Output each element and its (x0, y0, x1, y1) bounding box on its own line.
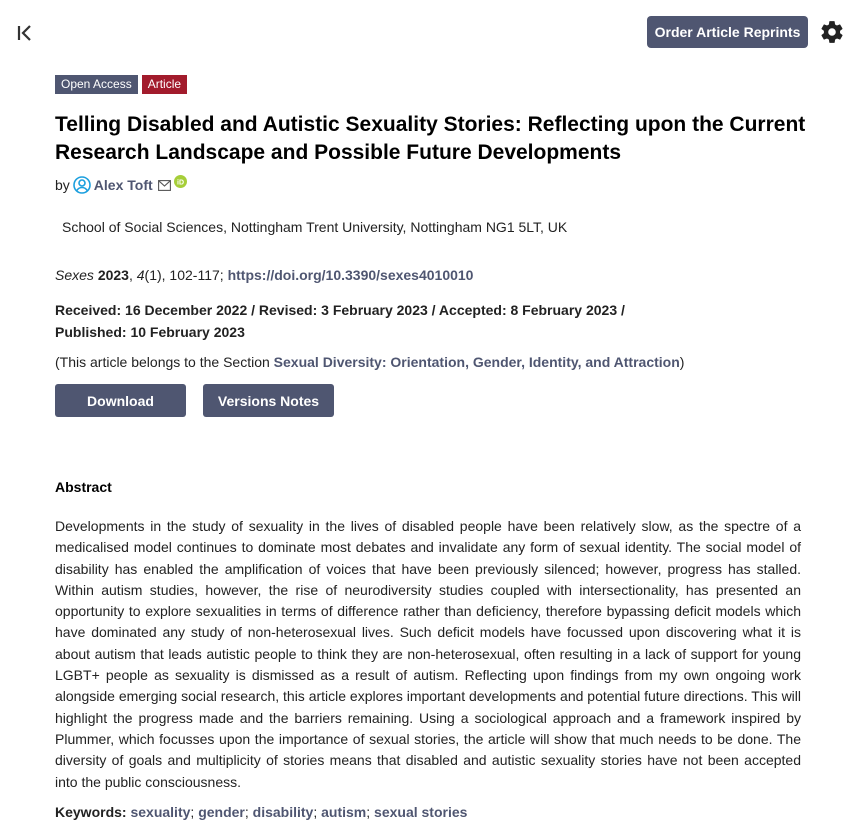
section-prefix: (This article belongs to the Section (55, 354, 274, 370)
keyword-link[interactable]: disability (252, 804, 314, 820)
keyword-separator: ; (244, 804, 253, 820)
abstract-text: Developments in the study of sexuality in the lives of disabled people have been relatively slow, as the spectre of a medicalised model continues to dominate most debates and invalidate any form of sexual identity. The social model of disability has enabled the amplification of voices that have been previously silenced; however, progress has stalled. Within autism studies, however, the rise of neurodiversity studies coupled with intersectionality, has presented an opportunity to explore sexualities in terms of difference rather than deficiency, therefore bypassing deficit models which have dominated any study of non-heterosexual lives. Such deficit models have focussed upon discovering what it is about autism that leads autistic people to think they are non-heterosexual, often resulting in a lack of support for young LGBT+ people as sexuality is dismissed as a result of autism. Reflecting upon findings from my own ongoing work alongside emerging social research, this article explores important developments and potential future directions. This will highlight the progress made and the barriers remaining. Using a sociological approach and a framework inspired by Plummer, which focusses upon the importance of sexual stories, the article will show that much needs to be done. The diversity of goals and multiplicity of stories means that disabled and autistic sexuality stories have not been accepted into the public consciousness. (55, 518, 802, 790)
gear-icon[interactable] (819, 19, 845, 45)
dates-line-1: Received: 16 December 2022 / Revised: 3 February 2023 / Accepted: 8 February 2023 / (55, 302, 625, 318)
citation-volume: 4 (136, 267, 145, 283)
keywords-label: Keywords: (55, 804, 127, 820)
section-note (55, 354, 684, 370)
keyword-link[interactable]: sexuality (130, 804, 191, 820)
keyword-link[interactable]: gender (198, 804, 245, 820)
citation-year: 2023 (97, 267, 129, 283)
keyword-separator: ; (190, 804, 199, 820)
keyword-separator: ; (366, 804, 375, 820)
comma-sep: , (128, 267, 137, 283)
open-access-badge: Open Access (55, 75, 138, 94)
user-circle-icon (73, 176, 91, 194)
keywords (55, 804, 467, 820)
download-button[interactable]: Download (55, 384, 186, 417)
journal-name: Sexes (55, 267, 94, 283)
keyword-link[interactable]: sexual stories (374, 804, 468, 820)
envelope-icon[interactable] (158, 180, 171, 191)
affiliation: School of Social Sciences, Nottingham Trent University, Nottingham NG1 5LT, UK (62, 219, 568, 235)
keyword-separator: ; (313, 804, 322, 820)
publication-dates (55, 299, 695, 343)
svg-text:iD: iD (176, 178, 184, 186)
dates-line-2: Published: 10 February 2023 (55, 324, 245, 340)
order-reprints-button[interactable]: Order Article Reprints (647, 16, 808, 48)
citation (55, 267, 473, 283)
article-type-badge: Article (142, 75, 187, 94)
versions-notes-button[interactable]: Versions Notes (203, 384, 334, 417)
article-badges (55, 75, 187, 94)
section-link[interactable]: Sexual Diversity: Orientation, Gender, Identity, and Attraction (273, 354, 680, 370)
keyword-link[interactable]: autism (321, 804, 367, 820)
citation-issue: (1), 102-117; (144, 267, 224, 283)
orcid-icon[interactable] (174, 175, 187, 188)
doi-link[interactable]: https://doi.org/10.3390/sexes4010010 (227, 267, 474, 283)
collapse-sidebar-icon[interactable] (12, 20, 38, 46)
byline (55, 176, 187, 194)
section-suffix: ) (679, 354, 685, 370)
abstract-heading: Abstract (55, 479, 112, 495)
article-title: Telling Disabled and Autistic Sexuality Stories: Reflecting upon the Current Research Landscape and Possible Future Developments (55, 113, 806, 164)
author-link[interactable]: Alex Toft (93, 177, 153, 193)
by-label: by (55, 177, 70, 193)
